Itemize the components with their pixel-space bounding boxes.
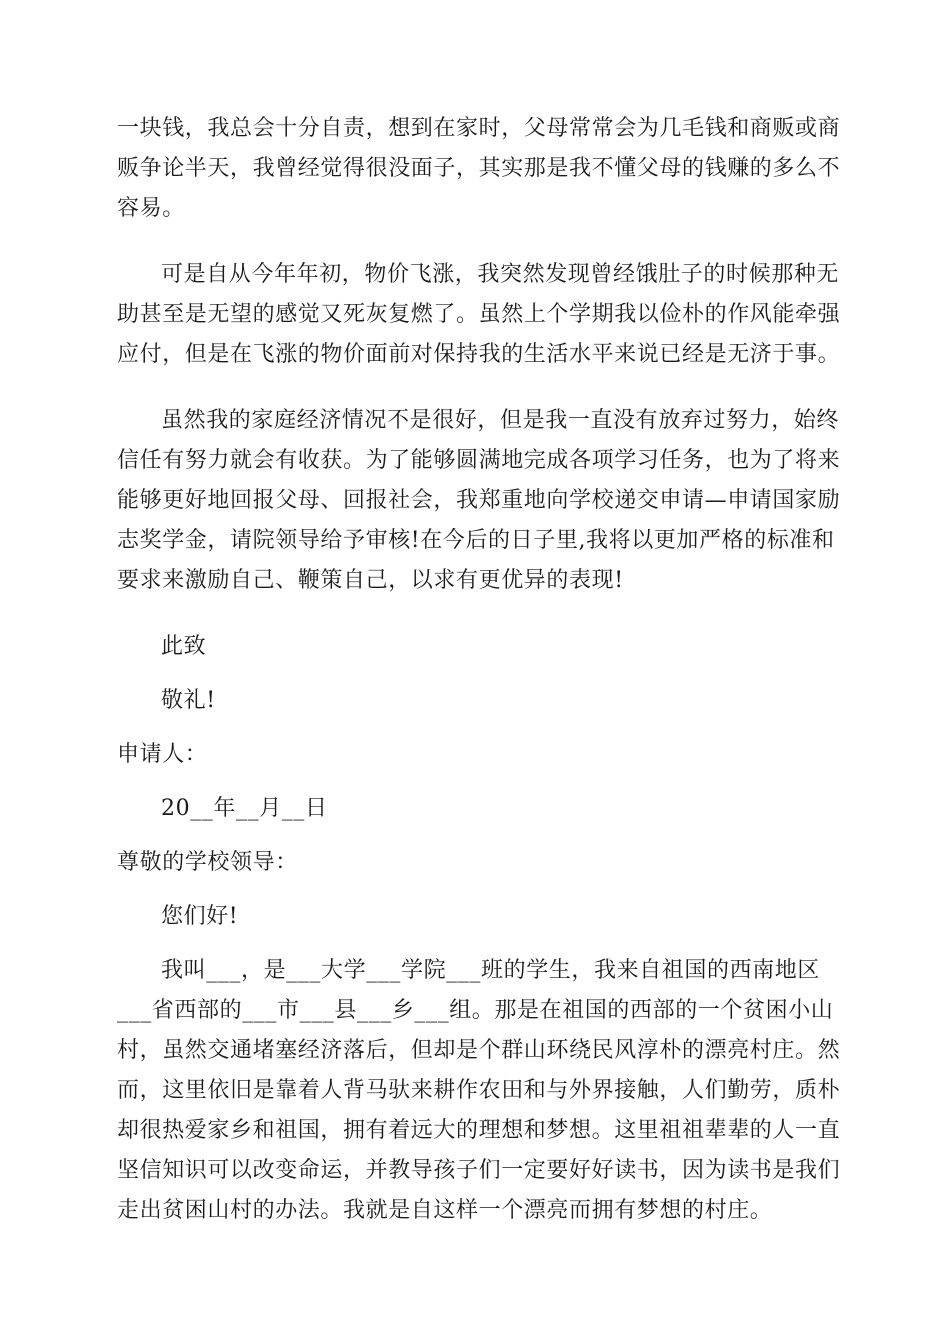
closing-salutation: 此致 — [161, 634, 207, 659]
paragraph-line: 村，虽然交通堵塞经济落后，但却是个群山环绕民风淳朴的漂亮村庄。然 — [117, 1038, 841, 1063]
paragraph-line: 容易。 — [117, 196, 185, 221]
applicant-label: 申请人： — [117, 742, 208, 767]
paragraph-line: 却很热爱家乡和祖国，拥有着远大的理想和梦想。这里祖祖辈辈的人一直 — [117, 1118, 841, 1143]
greeting: 您们好! — [161, 904, 239, 929]
paragraph-line: 我叫___，是___大学___学院___班的学生，我来自祖国的西南地区 — [161, 958, 821, 983]
closing-regards: 敬礼! — [161, 688, 216, 713]
paragraph-line: 一块钱，我总会十分自责，想到在家时，父母常常会为几毛钱和商贩或商 — [117, 116, 841, 141]
paragraph-line: 坚信知识可以改变命运，并教导孩子们一定要好好读书，因为读书是我们 — [117, 1158, 841, 1183]
paragraph-line: 要求来激励自己、鞭策自己，以求有更优异的表现! — [117, 568, 624, 593]
date-line: 20__年__月__日 — [161, 796, 328, 821]
paragraph-line: 虽然我的家庭经济情况不是很好，但是我一直没有放弃过努力，始终 — [161, 408, 840, 433]
paragraph-line: ___省西部的___市___县___乡___组。那是在祖国的西部的一个贫困小山 — [117, 998, 834, 1023]
paragraph-line: 助甚至是无望的感觉又死灰复燃了。虽然上个学期我以俭朴的作风能牵强 — [117, 302, 841, 327]
letter-recipient: 尊敬的学校领导： — [117, 850, 298, 875]
paragraph-line: 贩争论半天，我曾经觉得很没面子，其实那是我不懂父母的钱赚的多么不 — [117, 156, 841, 181]
paragraph-line: 走出贫困山村的办法。我就是自这样一个漂亮而拥有梦想的村庄。 — [117, 1198, 773, 1223]
paragraph-line: 信任有努力就会有收获。为了能够圆满地完成各项学习任务，也为了将来 — [117, 448, 841, 473]
paragraph-line: 志奖学金，请院领导给予审核!在今后的日子里,我将以更加严格的标准和 — [117, 528, 835, 553]
paragraph-line: 可是自从今年年初，物价飞涨，我突然发现曾经饿肚子的时候那种无 — [161, 262, 840, 287]
paragraph-line: 能够更好地回报父母、回报社会，我郑重地向学校递交申请—申请国家励 — [117, 488, 841, 513]
paragraph-line: 而，这里依旧是靠着人背马驮来耕作农田和与外界接触，人们勤劳，质朴 — [117, 1078, 841, 1103]
paragraph-line: 应付，但是在飞涨的物价面前对保持我的生活水平来说已经是无济于事。 — [117, 342, 841, 367]
